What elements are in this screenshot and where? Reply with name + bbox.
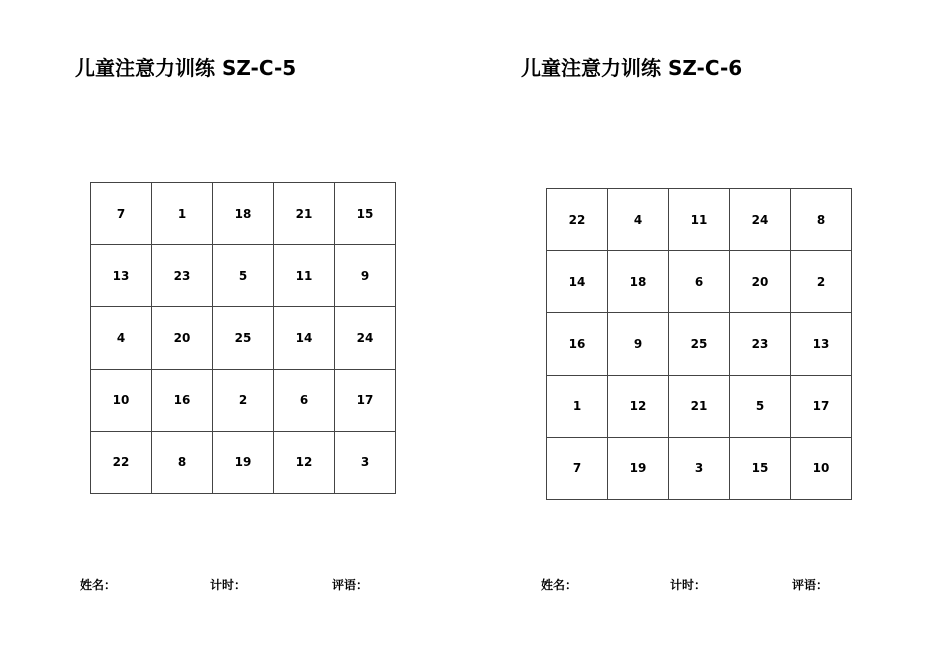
sheet-title-sz-c-6: 儿童注意力训练 SZ-C-6 — [521, 56, 743, 80]
grid-cell: 20 — [152, 307, 213, 369]
grid-cell: 9 — [335, 245, 396, 307]
grid-cell: 7 — [547, 437, 608, 499]
grid-cell: 25 — [213, 307, 274, 369]
grid-cell: 19 — [608, 437, 669, 499]
schulte-grid-sz-c-5 — [90, 182, 396, 494]
grid-cell: 23 — [730, 313, 791, 375]
grid-row — [91, 245, 396, 307]
grid-cell: 4 — [608, 189, 669, 251]
grid-cell: 21 — [274, 183, 335, 245]
grid-cell: 6 — [669, 251, 730, 313]
grid-cell: 19 — [213, 431, 274, 493]
grid-cell: 22 — [91, 431, 152, 493]
time-label: 计时： — [210, 578, 247, 592]
grid-cell: 5 — [213, 245, 274, 307]
grid-cell: 24 — [335, 307, 396, 369]
grid-cell: 10 — [91, 369, 152, 431]
grid-cell: 9 — [608, 313, 669, 375]
grid-cell: 21 — [669, 375, 730, 437]
grid-row — [547, 313, 852, 375]
grid-cell: 1 — [547, 375, 608, 437]
grid-cell: 12 — [274, 431, 335, 493]
grid-cell: 16 — [547, 313, 608, 375]
grid-cell: 13 — [791, 313, 852, 375]
grid-cell: 8 — [791, 189, 852, 251]
grid-cell: 11 — [274, 245, 335, 307]
time-label: 计时： — [670, 578, 707, 592]
name-label: 姓名： — [541, 578, 578, 592]
grid-cell: 22 — [547, 189, 608, 251]
grid-cell: 18 — [213, 183, 274, 245]
grid-cell: 6 — [274, 369, 335, 431]
grid-cell: 4 — [91, 307, 152, 369]
comment-label: 评语： — [792, 578, 829, 592]
grid-row — [547, 189, 852, 251]
grid-row — [91, 369, 396, 431]
grid-cell: 12 — [608, 375, 669, 437]
grid-cell: 8 — [152, 431, 213, 493]
grid-cell: 3 — [335, 431, 396, 493]
grid-cell: 14 — [274, 307, 335, 369]
name-label: 姓名： — [80, 578, 117, 592]
grid-cell: 11 — [669, 189, 730, 251]
grid-cell: 1 — [152, 183, 213, 245]
grid-cell: 2 — [791, 251, 852, 313]
grid-row — [547, 251, 852, 313]
grid-cell: 5 — [730, 375, 791, 437]
grid-cell: 2 — [213, 369, 274, 431]
grid-cell: 3 — [669, 437, 730, 499]
grid-row — [91, 431, 396, 493]
grid-cell: 17 — [791, 375, 852, 437]
grid-cell: 7 — [91, 183, 152, 245]
grid-cell: 13 — [91, 245, 152, 307]
grid-cell: 15 — [730, 437, 791, 499]
grid-cell: 17 — [335, 369, 396, 431]
grid-row — [91, 183, 396, 245]
grid-cell: 20 — [730, 251, 791, 313]
grid-cell: 14 — [547, 251, 608, 313]
grid-cell: 16 — [152, 369, 213, 431]
grid-cell: 18 — [608, 251, 669, 313]
comment-label: 评语： — [332, 578, 369, 592]
sheet-title-sz-c-5: 儿童注意力训练 SZ-C-5 — [75, 56, 297, 80]
grid-cell: 15 — [335, 183, 396, 245]
grid-row — [547, 437, 852, 499]
grid-cell: 25 — [669, 313, 730, 375]
grid-cell: 10 — [791, 437, 852, 499]
schulte-grid-sz-c-6 — [546, 188, 852, 500]
grid-row — [547, 375, 852, 437]
grid-row — [91, 307, 396, 369]
grid-cell: 23 — [152, 245, 213, 307]
grid-cell: 24 — [730, 189, 791, 251]
